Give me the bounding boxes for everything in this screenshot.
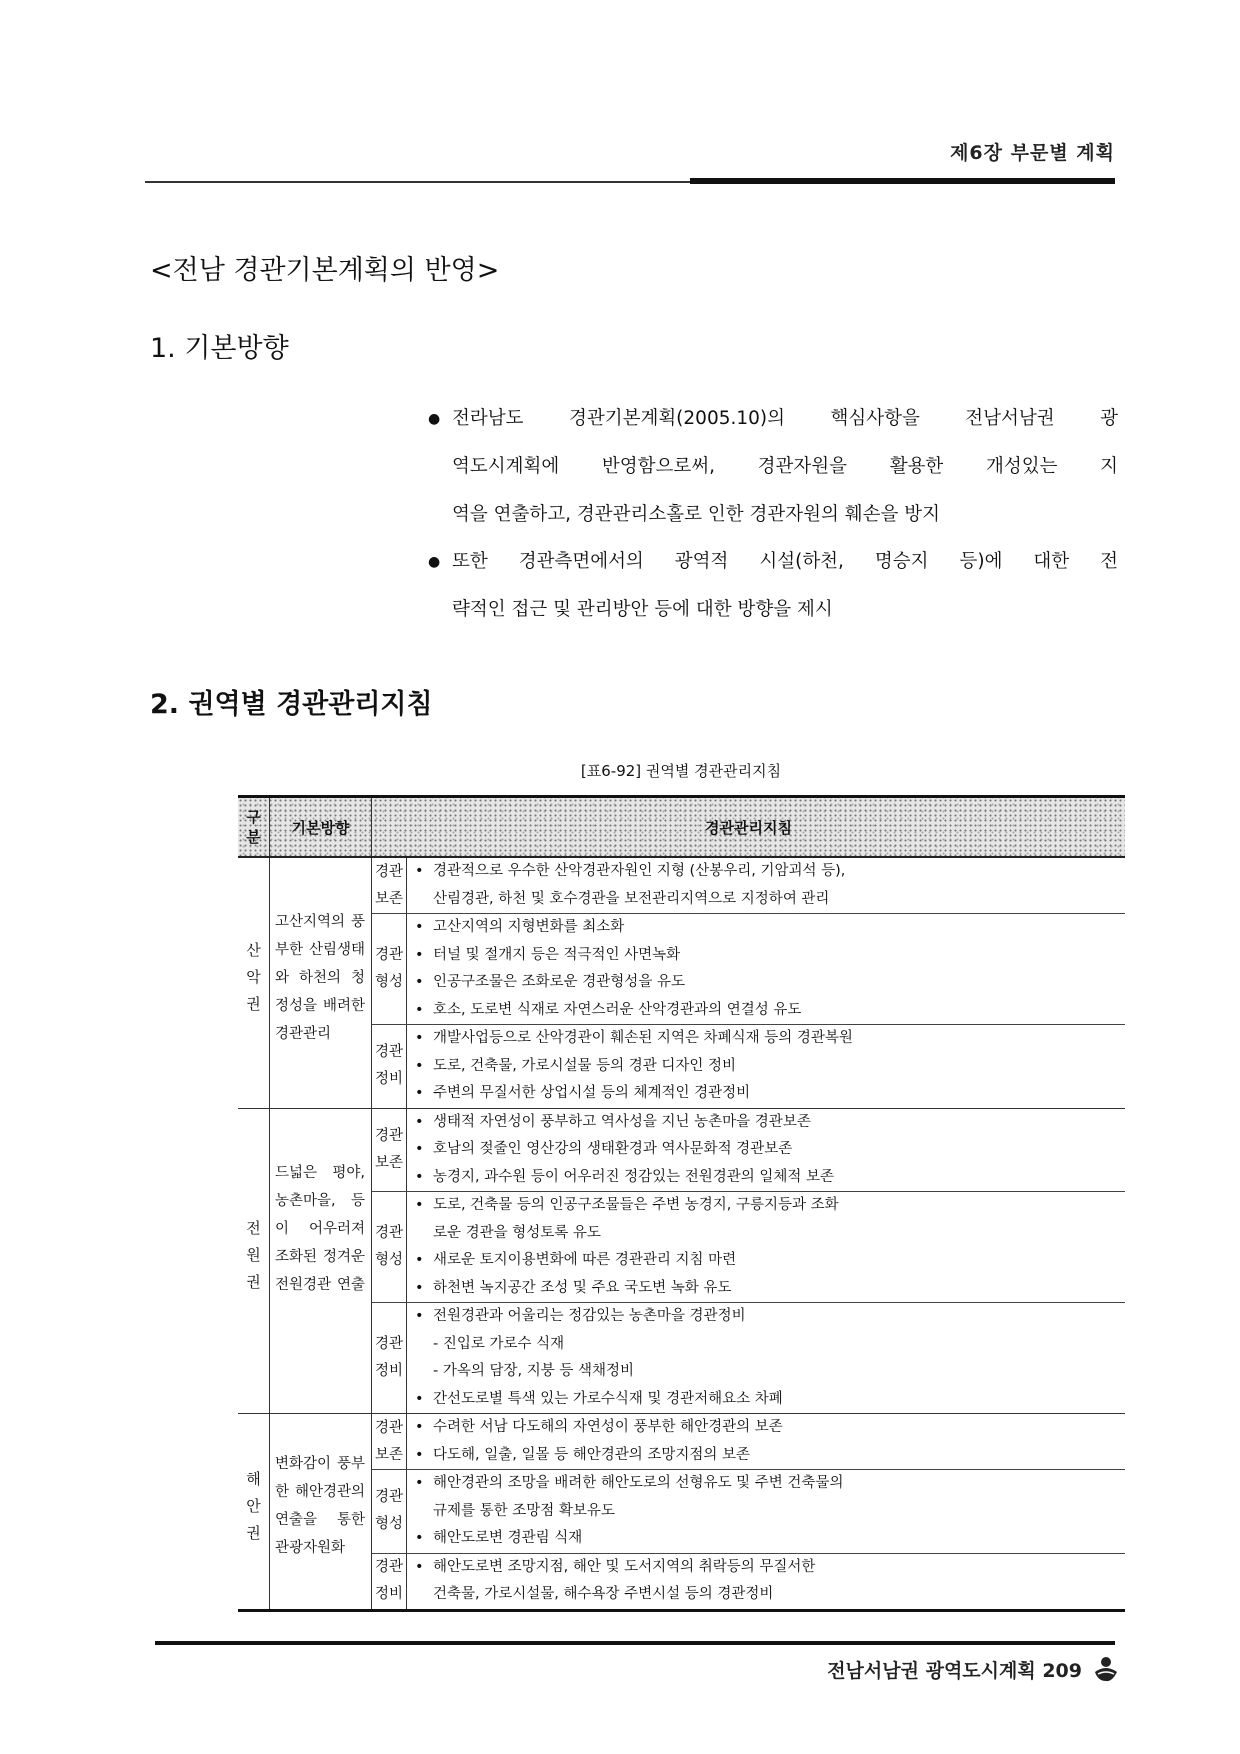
- bullet-icon: •: [415, 1057, 424, 1074]
- bullet-icon: •: [415, 1168, 424, 1185]
- guideline-line: [415, 1331, 1125, 1359]
- region-guidelines: [372, 858, 1125, 1108]
- guideline-text: 생태적 자연성이 풍부하고 역사성을 지닌 농촌마을 경관보존: [433, 1113, 811, 1130]
- guideline-text: 해안도로변 경관림 식재: [433, 1530, 583, 1546]
- guideline-category-label: 경관 형성: [374, 947, 403, 990]
- region-guidelines: [372, 1414, 1125, 1609]
- guideline-lines: [407, 1303, 1125, 1413]
- guideline-group: [372, 858, 1125, 914]
- footer-text: 전남서남권 광역도시계획 209: [827, 1660, 1082, 1682]
- guideline-lines: [407, 1554, 1125, 1609]
- guideline-line: [415, 1109, 1125, 1137]
- guideline-line: [415, 1442, 1125, 1470]
- guideline-line: [415, 914, 1125, 942]
- region-direction: 드넓은 평야, 농촌마을, 등이 어우러져 조화된 정겨운 전원경관 연출: [270, 1109, 372, 1414]
- guideline-group: [372, 1025, 1125, 1108]
- header-divider-thick: [690, 178, 1115, 184]
- header-gubun-1: 구: [246, 808, 261, 826]
- bullet-icon: •: [415, 863, 424, 879]
- guideline-line: [415, 1220, 1125, 1248]
- region-name: 해안권: [244, 1470, 262, 1552]
- publisher-logo-icon: [1092, 1654, 1120, 1684]
- guideline-category: [372, 1192, 407, 1302]
- basic-direction-list: [428, 400, 1118, 639]
- guideline-line: [415, 997, 1125, 1025]
- bullet-icon: •: [415, 1141, 424, 1157]
- guideline-group: [372, 1109, 1125, 1193]
- guideline-category: [372, 914, 407, 1024]
- guideline-line: [415, 1525, 1125, 1553]
- guideline-category: [372, 858, 407, 913]
- region-name: 산악권: [244, 942, 262, 1024]
- guideline-line: [415, 1414, 1125, 1442]
- table-row-region: [238, 1109, 1125, 1415]
- guideline-group: [372, 1554, 1125, 1609]
- guideline-category: [372, 1109, 407, 1192]
- bullet-icon: •: [415, 1558, 424, 1575]
- guideline-text: 건축물, 가로시설물, 해수욕장 주변시설 등의 경관정비: [433, 1586, 774, 1602]
- bullet-icon: •: [415, 1113, 424, 1130]
- guideline-category-label: 경관 형성: [374, 1225, 403, 1268]
- section-heading-basic-direction: 1. 기본방향: [150, 333, 289, 364]
- guideline-text: 산림경관, 하천 및 호수경관을 보전관리지역으로 지정하여 관리: [433, 890, 830, 907]
- guideline-category: [372, 1554, 407, 1609]
- guideline-text: 개발사업등으로 산악경관이 훼손된 지역은 차폐식재 등의 경관복원: [433, 1030, 853, 1046]
- guideline-line: [415, 1053, 1125, 1081]
- guideline-text: 다도해, 일출, 일몰 등 해안경관의 조망지점의 보존: [433, 1446, 751, 1463]
- guideline-group: [372, 1414, 1125, 1470]
- section-heading-guidelines: 2. 권역별 경관관리지침: [150, 689, 433, 720]
- guideline-lines: [407, 1192, 1125, 1302]
- guideline-lines: [407, 1414, 1125, 1469]
- guideline-text: 수려한 서남 다도해의 자연성이 풍부한 해안경관의 보존: [433, 1419, 783, 1435]
- list-line: [452, 496, 1118, 544]
- guideline-text: 터널 및 절개지 등은 적극적인 사면녹화: [433, 946, 681, 963]
- guideline-line: [415, 1554, 1125, 1582]
- guideline-text: 도로, 건축물, 가로시설물 등의 경관 디자인 정비: [433, 1057, 737, 1074]
- guideline-category-label: 경관 정비: [374, 1044, 403, 1088]
- list-line-text: 역도시계획에 반영함으로써, 경관자원을 활용한 개성있는 지: [452, 455, 1118, 477]
- guideline-line: [415, 1164, 1125, 1192]
- guideline-text: 해안경관의 조망을 배려한 해안도로의 선형유도 및 주변 건축물의: [433, 1475, 844, 1491]
- guideline-text: 새로운 토지이용변화에 따른 경관관리 지침 마련: [433, 1252, 737, 1268]
- guideline-text: 호소, 도로변 식재로 자연스러운 산악경관과의 연결성 유도: [433, 1001, 802, 1018]
- guideline-group: [372, 1303, 1125, 1413]
- page-title: <전남 경관기본계획의 반영>: [150, 255, 500, 286]
- guideline-category-label: 경관 보존: [374, 863, 403, 907]
- guideline-line: [415, 1025, 1125, 1053]
- list-line-text: 또한 경관측면에서의 광역적 시설(하천, 명승지 등)에 대한 전: [452, 551, 1118, 573]
- bullet-icon: •: [415, 1308, 424, 1324]
- header-divider: [145, 181, 690, 183]
- list-line-text: 역을 연출하고, 경관관리소홀로 인한 경관자원의 훼손을 방지: [452, 503, 940, 525]
- guideline-group: [372, 1192, 1125, 1303]
- guideline-lines: [407, 1470, 1125, 1553]
- header-direction: 기본방향: [270, 798, 372, 856]
- bullet-icon: •: [415, 1001, 424, 1018]
- bullet-icon: •: [415, 974, 424, 990]
- guideline-category-label: 경관 정비: [374, 1559, 403, 1602]
- region-guidelines: [372, 1109, 1125, 1414]
- bullet-icon: •: [415, 1197, 424, 1213]
- guideline-text: - 가옥의 담장, 지붕 등 색채정비: [433, 1363, 634, 1379]
- guideline-category: [372, 1303, 407, 1413]
- guideline-line: [415, 1303, 1125, 1331]
- guideline-line: [415, 1247, 1125, 1275]
- bullet-icon: •: [415, 1475, 424, 1491]
- guideline-text: 해안도로변 조망지점, 해안 및 도서지역의 취락등의 무질서한: [433, 1558, 816, 1575]
- guideline-text: 전원경관과 어울리는 정감있는 농촌마을 경관정비: [433, 1308, 746, 1324]
- bullet-icon: ●: [428, 554, 441, 571]
- header-gubun: [238, 798, 270, 856]
- guideline-line: [415, 1470, 1125, 1498]
- bullet-icon: •: [415, 1085, 424, 1101]
- table-row-region: [238, 1414, 1125, 1612]
- guideline-line: [415, 1581, 1125, 1609]
- guideline-text: 농경지, 과수원 등이 어우러진 정감있는 전원경관의 일체적 보존: [433, 1168, 835, 1185]
- list-line: [428, 543, 1118, 591]
- guideline-text: 호남의 젖줄인 영산강의 생태환경과 역사문화적 경관보존: [433, 1141, 793, 1157]
- table-caption: [표6-92] 권역별 경관관리지침: [580, 762, 782, 780]
- bullet-icon: •: [415, 1252, 424, 1268]
- list-line-text: 전라남도 경관기본계획(2005.10)의 핵심사항을 전남서남권 광: [452, 408, 1118, 429]
- region-name-cell: [238, 1109, 270, 1414]
- guideline-text: 간선도로별 특색 있는 가로수식재 및 경관저해요소 차폐: [433, 1390, 783, 1407]
- bullet-icon: •: [415, 1530, 424, 1546]
- guideline-line: [415, 886, 1125, 914]
- table-row-region: [238, 858, 1125, 1109]
- guideline-text: 인공구조물은 조화로운 경관형성을 유도: [433, 974, 685, 990]
- table-header: [238, 795, 1125, 858]
- region-name-cell: [238, 1414, 270, 1609]
- guideline-line: [415, 1386, 1125, 1414]
- guideline-category-label: 경관 정비: [374, 1336, 403, 1379]
- guideline-line: [415, 1136, 1125, 1164]
- guideline-lines: [407, 1109, 1125, 1192]
- guideline-group: [372, 1470, 1125, 1554]
- guideline-lines: [407, 914, 1125, 1024]
- list-line: [452, 448, 1118, 496]
- guideline-line: [415, 1498, 1125, 1526]
- guideline-text: 도로, 건축물 등의 인공구조물들은 주변 농경지, 구릉지등과 조화: [433, 1197, 839, 1213]
- bullet-icon: •: [415, 1446, 424, 1463]
- guideline-group: [372, 914, 1125, 1025]
- bullet-icon: •: [415, 919, 424, 935]
- table-body: [238, 858, 1125, 1612]
- bullet-icon: •: [415, 1419, 424, 1435]
- region-name-cell: [238, 858, 270, 1108]
- guideline-line: [415, 858, 1125, 886]
- guideline-category-label: 경관 보존: [374, 1419, 403, 1463]
- guideline-text: 규제를 통한 조망점 확보유도: [433, 1502, 615, 1519]
- list-line: [428, 400, 1118, 448]
- guideline-line: [415, 1358, 1125, 1386]
- bullet-icon: •: [415, 1279, 424, 1296]
- guideline-text: 주변의 무질서한 상업시설 등의 체계적인 경관정비: [433, 1085, 751, 1101]
- bullet-icon: •: [415, 1390, 424, 1407]
- region-name: 전원권: [244, 1220, 262, 1302]
- guideline-category: [372, 1470, 407, 1553]
- guideline-lines: [407, 858, 1125, 913]
- region-direction: 변화감이 풍부한 해안경관의 연출을 통한 관광자원화: [270, 1414, 372, 1609]
- guideline-text: 경관적으로 우수한 산악경관자원인 지형 (산봉우리, 기암괴석 등),: [433, 863, 846, 879]
- bullet-icon: ●: [428, 411, 441, 427]
- guideline-line: [415, 1275, 1125, 1303]
- guideline-text: 고산지역의 지형변화를 최소화: [433, 919, 625, 935]
- bullet-icon: •: [415, 946, 424, 963]
- guideline-table: [238, 795, 1125, 1612]
- guideline-text: - 진입로 가로수 식재: [433, 1335, 565, 1352]
- guideline-text: 로운 경관을 형성토록 유도: [433, 1224, 601, 1241]
- guideline-line: [415, 1192, 1125, 1220]
- header-gubun-2: 분: [246, 828, 261, 846]
- header-guide: 경관관리지침: [705, 818, 792, 837]
- running-head: 제6장 부문별 계획: [950, 142, 1115, 164]
- guideline-line: [415, 1080, 1125, 1108]
- bullet-icon: •: [415, 1030, 424, 1046]
- list-line-text: 략적인 접근 및 관리방안 등에 대한 방향을 제시: [452, 599, 833, 621]
- guideline-category-label: 경관 형성: [374, 1489, 403, 1533]
- guideline-category: [372, 1414, 407, 1469]
- region-direction: 고산지역의 풍부한 산림생태와 하천의 청정성을 배려한 경관관리: [270, 858, 372, 1108]
- guideline-lines: [407, 1025, 1125, 1108]
- footer-divider: [155, 1641, 1115, 1645]
- guideline-category: [372, 1025, 407, 1108]
- guideline-text: 하천변 녹지공간 조성 및 주요 국도변 녹화 유도: [433, 1279, 732, 1296]
- guideline-line: [415, 969, 1125, 997]
- guideline-line: [415, 942, 1125, 970]
- guideline-category-label: 경관 보존: [374, 1127, 403, 1171]
- list-line: [452, 591, 1118, 639]
